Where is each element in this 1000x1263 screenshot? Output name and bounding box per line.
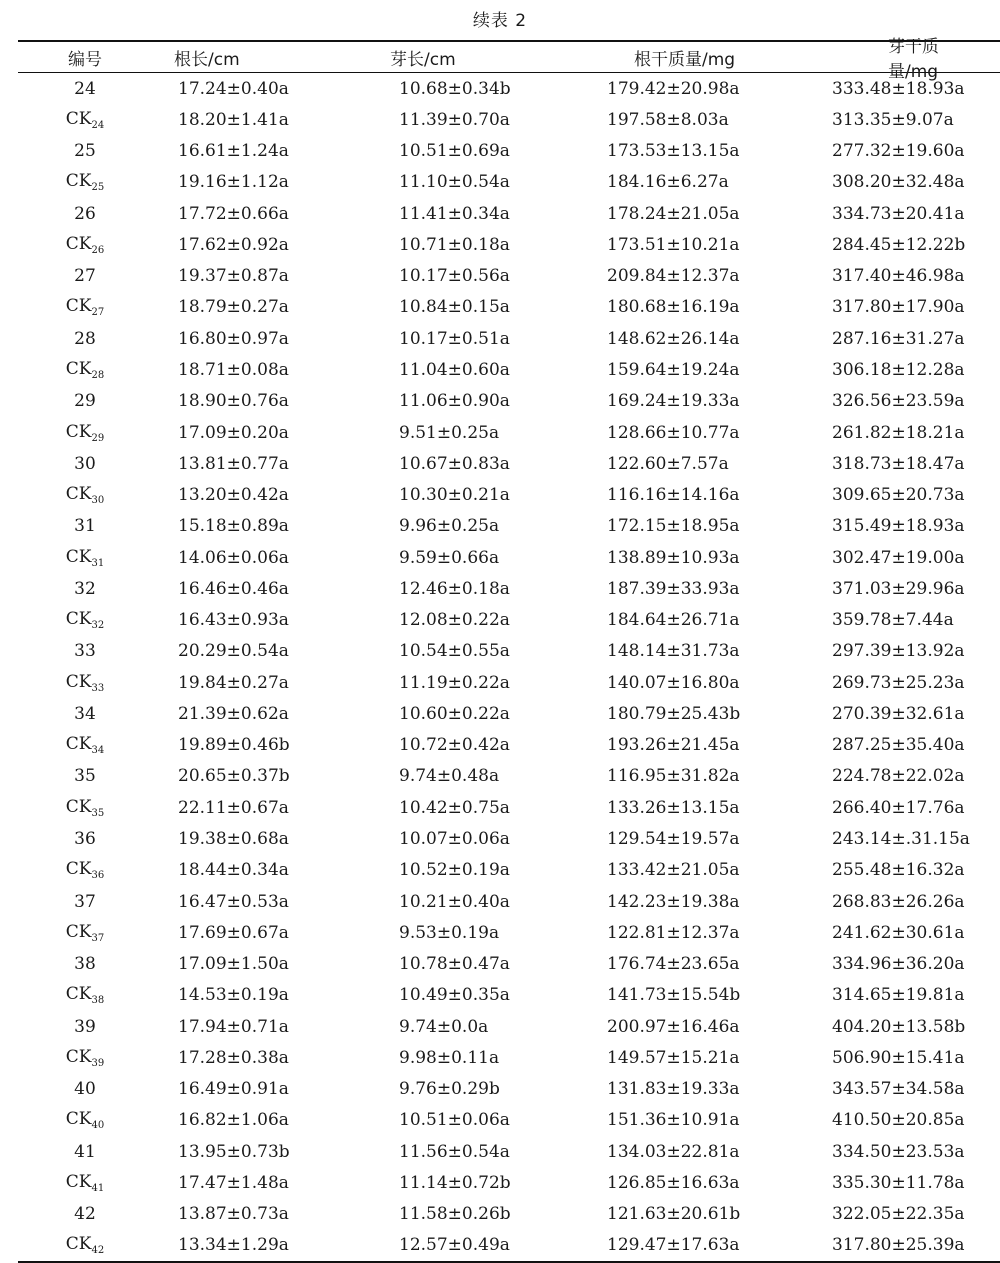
cell-id [18, 266, 152, 286]
cell-shoot-dry-mass: 277.32±19.60a [832, 141, 965, 162]
cell-root-length: 18.79±0.27a [178, 297, 289, 318]
cell-id-text: 26 [74, 203, 96, 224]
cell-shoot-length: 10.52±0.19a [399, 860, 510, 881]
cell-root-length: 19.37±0.87a [178, 266, 289, 287]
cell-shoot-dry-mass: 287.25±35.40a [832, 735, 965, 756]
cell-shoot-dry-mass: 371.03±29.96a [832, 578, 965, 599]
cell-id [18, 609, 152, 631]
cell-root-dry-mass: 129.54±19.57a [607, 829, 740, 849]
cell-shoot-length: 10.21±0.40a [399, 891, 510, 912]
cell-root-dry-mass: 159.64±19.24a [607, 360, 740, 381]
cell-shoot-dry-mass: 255.48±16.32a [832, 860, 965, 881]
cell-root-dry-mass: 187.39±33.93a [607, 578, 740, 599]
cell-id [18, 829, 152, 849]
cell-shoot-dry-mass: 318.73±18.47a [832, 453, 965, 474]
cell-root-length: 20.29±0.54a [178, 641, 289, 662]
cell-shoot-dry-mass: 269.73±25.23a [832, 672, 965, 693]
cell-root-length: 18.20±1.41a [178, 109, 289, 130]
cell-id-subscript: 41 [91, 1182, 105, 1194]
cell-root-length: 14.53±0.19a [178, 985, 289, 1006]
table-row [18, 261, 1000, 292]
cell-id-subscript: 39 [91, 1057, 105, 1069]
cell-id-text: 24 [74, 78, 96, 99]
cell-root-dry-mass: 134.03±22.81a [607, 1141, 740, 1162]
cell-shoot-dry-mass: 334.96±36.20a [832, 954, 965, 975]
cell-shoot-length: 10.68±0.34b [399, 78, 511, 99]
cell-shoot-dry-mass: 302.47±19.00a [832, 547, 965, 568]
cell-shoot-length: 11.39±0.70a [399, 109, 510, 130]
cell-root-dry-mass: 122.60±7.57a [607, 453, 729, 474]
table-row [18, 698, 1000, 729]
cell-id [18, 1109, 152, 1131]
cell-id [18, 859, 152, 881]
cell-root-length: 13.95±0.73b [178, 1141, 290, 1162]
cell-shoot-length: 9.76±0.29b [399, 1079, 500, 1100]
cell-id-text: 29 [74, 391, 96, 412]
table-row [18, 198, 1000, 229]
cell-id [18, 797, 152, 819]
cell-id [18, 704, 152, 724]
cell-root-length: 17.09±1.50a [178, 954, 289, 975]
cell-id-subscript: 42 [91, 1245, 105, 1257]
cell-shoot-dry-mass: 317.80±25.39a [832, 1235, 965, 1256]
cell-id-subscript: 32 [91, 620, 105, 632]
header-shoot-length: 芽长/cm [390, 49, 456, 70]
table-row [18, 1042, 1000, 1073]
cell-root-dry-mass: 141.73±15.54b [607, 985, 741, 1006]
cell-root-dry-mass: 151.36±10.91a [607, 1110, 740, 1131]
table-row [18, 573, 1000, 604]
cell-root-length: 15.18±0.89a [178, 516, 289, 537]
cell-root-length: 16.49±0.91a [178, 1079, 289, 1100]
cell-id [18, 329, 152, 349]
cell-id-text: 33 [74, 641, 96, 662]
cell-id-subscript: 27 [91, 307, 105, 319]
table-row [18, 667, 1000, 698]
cell-id [18, 484, 152, 506]
cell-id-subscript: 29 [91, 432, 105, 444]
cell-id-text: CK [65, 484, 92, 505]
table-row [18, 136, 1000, 167]
table-row [18, 448, 1000, 479]
cell-shoot-length: 10.42±0.75a [399, 797, 510, 818]
cell-shoot-dry-mass: 317.80±17.90a [832, 297, 965, 318]
cell-shoot-dry-mass: 404.20±13.58b [832, 1016, 966, 1037]
cell-shoot-dry-mass: 359.78±7.44a [832, 610, 954, 631]
cell-shoot-length: 12.08±0.22a [399, 610, 510, 631]
cell-root-dry-mass: 116.95±31.82a [607, 766, 740, 787]
cell-id [18, 954, 152, 974]
cell-id-text: CK [65, 296, 92, 317]
cell-root-length: 18.90±0.76a [178, 391, 289, 412]
cell-root-dry-mass: 200.97±16.46a [607, 1016, 740, 1037]
cell-shoot-dry-mass: 335.30±11.78a [832, 1172, 965, 1193]
table-row [18, 167, 1000, 198]
cell-shoot-dry-mass: 297.39±13.92a [832, 641, 965, 662]
cell-root-length: 19.38±0.68a [178, 829, 289, 849]
cell-id-text: 41 [74, 1141, 96, 1162]
cell-id [18, 641, 152, 661]
cell-id [18, 454, 152, 474]
cell-id-subscript: 25 [91, 182, 105, 194]
cell-shoot-dry-mass: 266.40±17.76a [832, 797, 965, 818]
cell-root-length: 13.20±0.42a [178, 485, 289, 506]
cell-shoot-length: 11.58±0.26b [399, 1204, 511, 1225]
cell-id-subscript: 35 [91, 807, 105, 819]
cell-id-text: CK [65, 233, 92, 254]
cell-shoot-length: 11.56±0.54a [399, 1141, 510, 1162]
cell-shoot-dry-mass: 308.20±32.48a [832, 172, 965, 193]
header-root-dry-mass: 根干质量/mg [634, 49, 736, 70]
cell-root-dry-mass: 180.79±25.43b [607, 703, 741, 724]
cell-root-dry-mass: 121.63±20.61b [607, 1204, 741, 1225]
cell-shoot-dry-mass: 243.14±.31.15a [832, 829, 970, 849]
cell-root-dry-mass: 126.85±16.63a [607, 1172, 740, 1193]
cell-root-dry-mass: 169.24±19.33a [607, 391, 740, 412]
cell-id-text: CK [65, 1171, 92, 1192]
cell-id-text: CK [65, 1046, 92, 1067]
cell-root-length: 18.71±0.08a [178, 360, 289, 381]
cell-root-dry-mass: 131.83±19.33a [607, 1079, 740, 1100]
table-row [18, 1136, 1000, 1167]
table-header-row [18, 37, 1000, 82]
cell-shoot-length: 9.74±0.0a [399, 1016, 489, 1037]
cell-root-dry-mass: 209.84±12.37a [607, 266, 740, 287]
cell-root-dry-mass: 148.14±31.73a [607, 641, 740, 662]
cell-shoot-dry-mass: 333.48±18.93a [832, 78, 965, 99]
cell-root-length: 22.11±0.67a [178, 797, 289, 818]
cell-id-text: 28 [74, 328, 96, 349]
cell-id [18, 1204, 152, 1224]
cell-shoot-dry-mass: 322.05±22.35a [832, 1204, 965, 1225]
table-row [18, 823, 1000, 854]
table-caption: 续表 2 [472, 11, 528, 31]
table-row [18, 761, 1000, 792]
cell-root-length: 13.87±0.73a [178, 1204, 289, 1225]
cell-shoot-length: 11.14±0.72b [399, 1172, 511, 1193]
cell-shoot-dry-mass: 287.16±31.27a [832, 328, 965, 349]
cell-shoot-dry-mass: 241.62±30.61a [832, 922, 965, 943]
cell-id [18, 296, 152, 318]
cell-shoot-length: 9.74±0.48a [399, 766, 500, 787]
cell-shoot-dry-mass: 315.49±18.93a [832, 516, 965, 537]
cell-id [18, 1047, 152, 1069]
table-row [18, 948, 1000, 979]
cell-id [18, 234, 152, 256]
cell-root-dry-mass: 148.62±26.14a [607, 328, 740, 349]
cell-shoot-length: 10.07±0.06a [399, 829, 510, 849]
cell-id [18, 892, 152, 912]
cell-id [18, 391, 152, 411]
cell-root-dry-mass: 128.66±10.77a [607, 422, 740, 443]
cell-root-length: 17.47±1.48a [178, 1172, 289, 1193]
cell-shoot-dry-mass: 270.39±32.61a [832, 703, 965, 724]
cell-root-length: 17.62±0.92a [178, 234, 289, 255]
cell-shoot-length: 10.49±0.35a [399, 985, 510, 1006]
cell-id [18, 922, 152, 944]
cell-root-dry-mass: 172.15±18.95a [607, 516, 740, 537]
cell-root-length: 16.82±1.06a [178, 1110, 289, 1131]
cell-id-text: CK [65, 859, 92, 880]
cell-id-text: 35 [74, 766, 96, 787]
cell-root-length: 17.09±0.20a [178, 422, 289, 443]
cell-id [18, 1234, 152, 1256]
cell-root-dry-mass: 133.26±13.15a [607, 797, 740, 818]
cell-root-dry-mass: 180.68±16.19a [607, 297, 740, 318]
header-id: 编号 [68, 49, 102, 70]
cell-root-dry-mass: 173.51±10.21a [607, 234, 740, 255]
cell-root-length: 19.84±0.27a [178, 672, 289, 693]
table-row [18, 636, 1000, 667]
cell-shoot-dry-mass: 261.82±18.21a [832, 422, 965, 443]
cell-root-dry-mass: 184.64±26.71a [607, 610, 740, 631]
cell-shoot-length: 10.60±0.22a [399, 703, 510, 724]
cell-id-text: CK [65, 1234, 92, 1255]
cell-shoot-dry-mass: 506.90±15.41a [832, 1047, 965, 1068]
cell-id-subscript: 37 [91, 932, 105, 944]
table-row [18, 855, 1000, 886]
cell-id-subscript: 34 [91, 745, 105, 757]
table-row [18, 917, 1000, 948]
cell-shoot-length: 11.19±0.22a [399, 672, 510, 693]
cell-root-dry-mass: 149.57±15.21a [607, 1047, 740, 1068]
cell-shoot-length: 10.51±0.06a [399, 1110, 510, 1131]
cell-root-length: 20.65±0.37b [178, 766, 290, 787]
cell-root-dry-mass: 129.47±17.63a [607, 1235, 740, 1256]
cell-id [18, 672, 152, 694]
cell-id-subscript: 30 [91, 495, 105, 507]
table-row [18, 980, 1000, 1011]
cell-id-text: 34 [74, 703, 96, 724]
cell-shoot-length: 11.41±0.34a [399, 203, 510, 224]
table-row [18, 1011, 1000, 1042]
cell-root-length: 16.43±0.93a [178, 610, 289, 631]
cell-root-length: 21.39±0.62a [178, 703, 289, 724]
table-row [18, 730, 1000, 761]
cell-root-dry-mass: 178.24±21.05a [607, 203, 740, 224]
cell-shoot-dry-mass: 314.65±19.81a [832, 985, 965, 1006]
cell-id-text: 39 [74, 1016, 96, 1037]
cell-shoot-dry-mass: 343.57±34.58a [832, 1079, 965, 1100]
table-row [18, 542, 1000, 573]
cell-id-text: 40 [74, 1079, 96, 1100]
cell-shoot-dry-mass: 284.45±12.22b [832, 234, 966, 255]
table-row [18, 323, 1000, 354]
cell-id-text: CK [65, 984, 92, 1005]
cell-root-dry-mass: 116.16±14.16a [607, 485, 740, 506]
table-row [18, 511, 1000, 542]
table-row [18, 605, 1000, 636]
cell-id-text: CK [65, 921, 92, 942]
cell-root-dry-mass: 179.42±20.98a [607, 78, 740, 99]
cell-id-text: CK [65, 734, 92, 755]
cell-shoot-dry-mass: 326.56±23.59a [832, 391, 965, 412]
table-row [18, 1105, 1000, 1136]
cell-shoot-dry-mass: 309.65±20.73a [832, 485, 965, 506]
cell-id-text: CK [65, 546, 92, 567]
cell-id-text: 42 [74, 1204, 96, 1225]
table-row [18, 1167, 1000, 1198]
table-row [18, 792, 1000, 823]
cell-shoot-dry-mass: 410.50±20.85a [832, 1110, 965, 1131]
cell-root-length: 16.61±1.24a [178, 141, 289, 162]
table-row [18, 386, 1000, 417]
cell-root-length: 13.34±1.29a [178, 1235, 289, 1256]
cell-id-text: 27 [74, 266, 96, 287]
table-row [18, 292, 1000, 323]
data-table [18, 37, 1000, 1263]
cell-root-dry-mass: 133.42±21.05a [607, 860, 740, 881]
cell-shoot-length: 10.78±0.47a [399, 954, 510, 975]
cell-root-dry-mass: 140.07±16.80a [607, 672, 740, 693]
cell-shoot-dry-mass: 317.40±46.98a [832, 266, 965, 287]
table-row [18, 1074, 1000, 1105]
cell-id [18, 359, 152, 381]
cell-root-length: 17.69±0.67a [178, 922, 289, 943]
cell-shoot-dry-mass: 334.73±20.41a [832, 203, 965, 224]
cell-root-length: 18.44±0.34a [178, 860, 289, 881]
header-shoot-dry-mass: 芽干质量/mg [888, 37, 939, 82]
cell-root-length: 16.47±0.53a [178, 891, 289, 912]
cell-id [18, 516, 152, 536]
cell-id-subscript: 36 [91, 870, 105, 882]
cell-id-subscript: 26 [91, 244, 105, 256]
table-row [18, 73, 1000, 104]
cell-id-text: 30 [74, 453, 96, 474]
cell-root-length: 19.89±0.46b [178, 735, 290, 756]
cell-id-subscript: 24 [91, 119, 105, 131]
cell-root-length: 16.46±0.46a [178, 578, 289, 599]
cell-root-length: 17.28±0.38a [178, 1047, 289, 1068]
cell-id [18, 547, 152, 569]
cell-root-length: 17.24±0.40a [178, 78, 289, 99]
cell-root-dry-mass: 176.74±23.65a [607, 954, 740, 975]
cell-shoot-length: 12.57±0.49a [399, 1235, 510, 1256]
cell-id-text: CK [65, 421, 92, 442]
cell-id [18, 579, 152, 599]
cell-shoot-length: 10.54±0.55a [399, 641, 510, 662]
cell-id [18, 204, 152, 224]
cell-id [18, 109, 152, 131]
cell-root-length: 14.06±0.06a [178, 547, 289, 568]
table-row [18, 479, 1000, 510]
cell-id-subscript: 28 [91, 370, 105, 382]
cell-id-text: 31 [74, 516, 96, 537]
cell-id [18, 1142, 152, 1162]
table-row [18, 354, 1000, 385]
cell-shoot-dry-mass: 334.50±23.53a [832, 1141, 965, 1162]
cell-root-dry-mass: 173.53±13.15a [607, 141, 740, 162]
cell-shoot-dry-mass: 224.78±22.02a [832, 766, 965, 787]
cell-id-text: 38 [74, 954, 96, 975]
cell-id [18, 984, 152, 1006]
cell-id-subscript: 40 [91, 1120, 105, 1132]
cell-shoot-length: 12.46±0.18a [399, 578, 510, 599]
cell-shoot-length: 11.10±0.54a [399, 172, 510, 193]
cell-id [18, 79, 152, 99]
cell-id [18, 1079, 152, 1099]
table-row [18, 1199, 1000, 1230]
cell-id-subscript: 38 [91, 995, 105, 1007]
cell-id-text: CK [65, 171, 92, 192]
cell-shoot-length: 9.53±0.19a [399, 922, 500, 943]
cell-shoot-length: 10.67±0.83a [399, 453, 510, 474]
cell-id-text: CK [65, 1109, 92, 1130]
cell-shoot-length: 10.17±0.51a [399, 328, 510, 349]
cell-id-subscript: 33 [91, 682, 105, 694]
table-row [18, 104, 1000, 135]
cell-root-length: 16.80±0.97a [178, 328, 289, 349]
cell-id [18, 1172, 152, 1194]
cell-shoot-length: 9.59±0.66a [399, 547, 500, 568]
cell-id-text: CK [65, 671, 92, 692]
cell-shoot-length: 9.96±0.25a [399, 516, 500, 537]
cell-shoot-length: 10.30±0.21a [399, 485, 510, 506]
cell-shoot-length: 9.51±0.25a [399, 422, 500, 443]
cell-root-dry-mass: 122.81±12.37a [607, 922, 740, 943]
cell-root-length: 13.81±0.77a [178, 453, 289, 474]
cell-shoot-length: 10.51±0.69a [399, 141, 510, 162]
cell-shoot-length: 10.84±0.15a [399, 297, 510, 318]
table-row [18, 1230, 1000, 1261]
cell-id-subscript: 31 [91, 557, 105, 569]
cell-shoot-length: 10.72±0.42a [399, 735, 510, 756]
cell-id-text: 36 [74, 829, 96, 849]
cell-root-length: 17.94±0.71a [178, 1016, 289, 1037]
cell-shoot-dry-mass: 313.35±9.07a [832, 109, 954, 130]
cell-id-text: 25 [74, 141, 96, 162]
cell-id-text: 37 [74, 891, 96, 912]
cell-id-text: CK [65, 796, 92, 817]
cell-shoot-dry-mass: 268.83±26.26a [832, 891, 965, 912]
header-root-length: 根长/cm [174, 49, 240, 70]
cell-shoot-length: 11.04±0.60a [399, 360, 510, 381]
cell-root-dry-mass: 142.23±19.38a [607, 891, 740, 912]
cell-shoot-length: 10.17±0.56a [399, 266, 510, 287]
cell-shoot-length: 9.98±0.11a [399, 1047, 500, 1068]
cell-id-text: CK [65, 609, 92, 630]
cell-root-length: 19.16±1.12a [178, 172, 289, 193]
cell-root-dry-mass: 138.89±10.93a [607, 547, 740, 568]
cell-root-dry-mass: 197.58±8.03a [607, 109, 729, 130]
cell-id [18, 141, 152, 161]
cell-id [18, 734, 152, 756]
table-row [18, 417, 1000, 448]
cell-shoot-length: 10.71±0.18a [399, 234, 510, 255]
cell-id [18, 1017, 152, 1037]
cell-id [18, 422, 152, 444]
cell-id-text: 32 [74, 578, 96, 599]
cell-root-dry-mass: 184.16±6.27a [607, 172, 729, 193]
cell-id-text: CK [65, 108, 92, 129]
cell-shoot-length: 11.06±0.90a [399, 391, 510, 412]
cell-id-text: CK [65, 359, 92, 380]
table-body [18, 73, 1000, 1261]
cell-root-dry-mass: 193.26±21.45a [607, 735, 740, 756]
cell-root-length: 17.72±0.66a [178, 203, 289, 224]
table-row [18, 886, 1000, 917]
cell-id [18, 171, 152, 193]
cell-shoot-dry-mass: 306.18±12.28a [832, 360, 965, 381]
cell-id [18, 766, 152, 786]
table-row [18, 229, 1000, 260]
